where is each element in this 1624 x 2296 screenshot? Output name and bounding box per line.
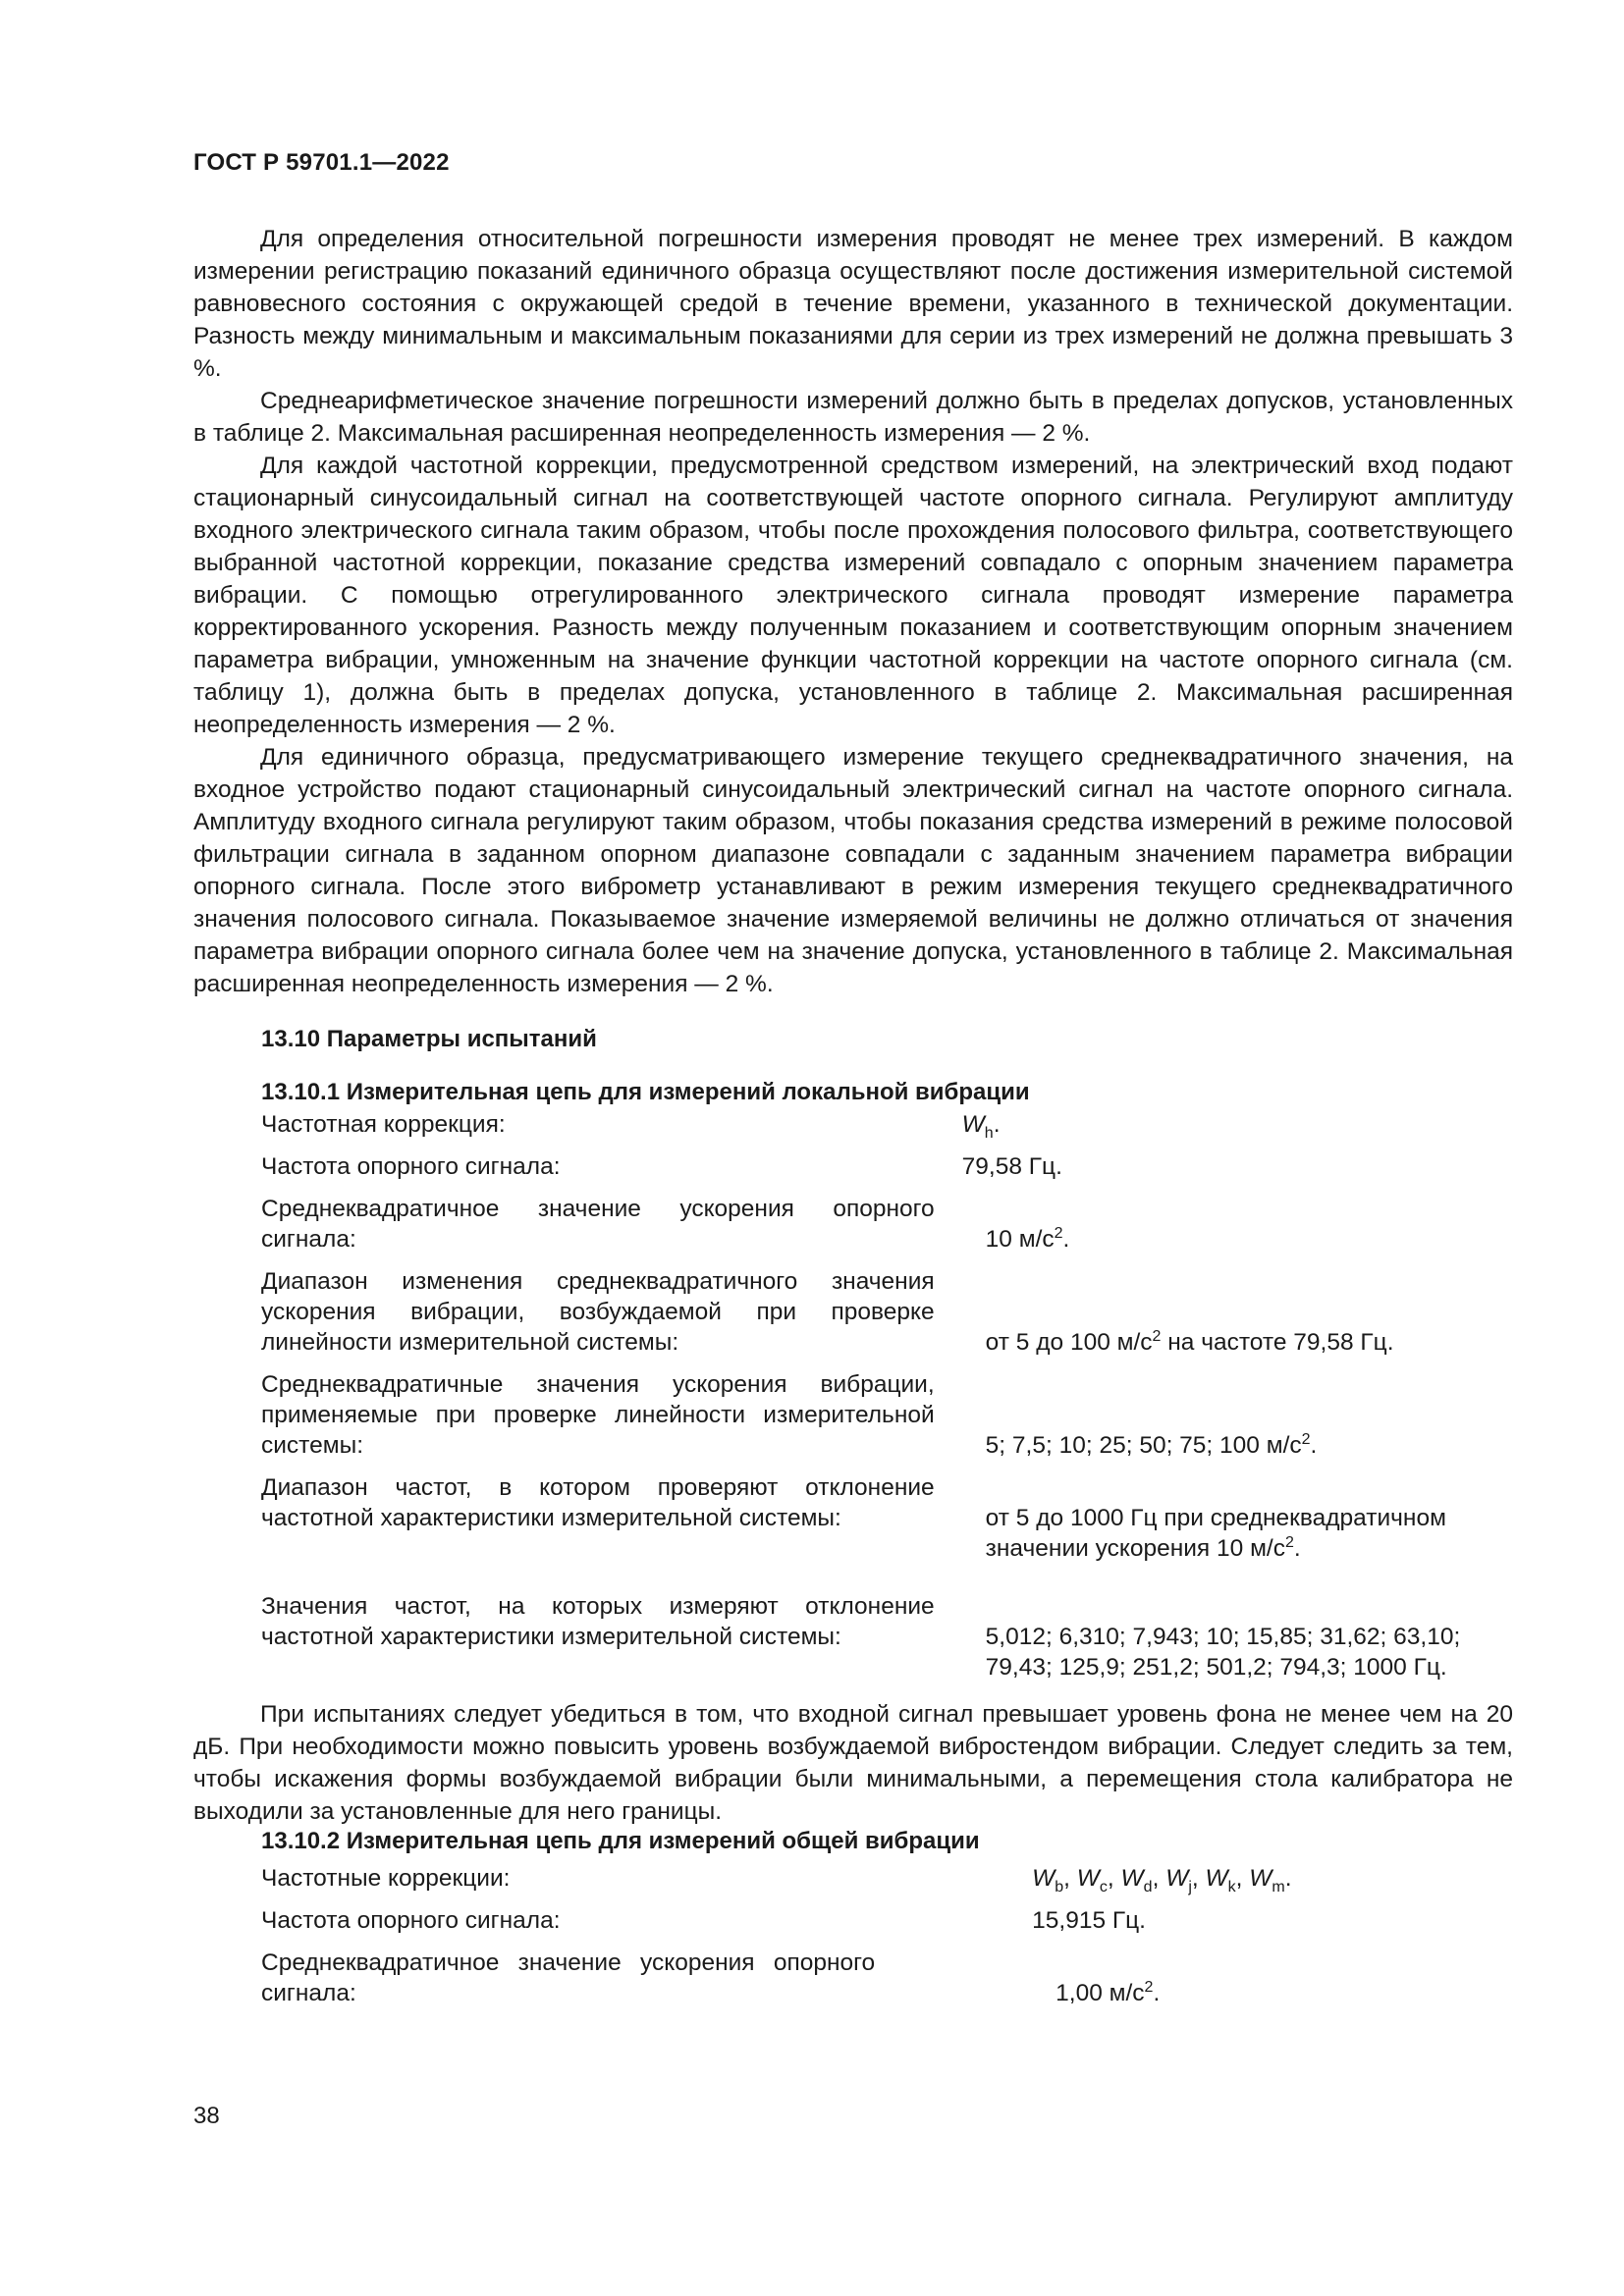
correction: $W_b$, (1032, 1865, 1077, 1896)
param-label: Значения частот, на которых измеряют отклонение частотной характеристики измерительной системы: (261, 1593, 935, 1650)
params-table-local (261, 1109, 1513, 1682)
param-label: Частота опорного сигнала: (261, 1153, 561, 1180)
param-value: $W_h$. (961, 1111, 1001, 1142)
param-value: 1,00 $м/с^2$. (1056, 1978, 1161, 2006)
paragraph: Для единичного образца, предусматривающего измерение текущего среднеквадратичного значения, на входное устройство подают стационарный синусоидальный электрический сигнал на частоте опорного сигнала. Амплитуду входного сигнала регулируют таким образом, чтобы показания средства измерений в режиме полосовой фильтрации сигнала в заданном опорном диапазоне совпадали с заданным значением параметра вибрации опорного сигнала. После этого виброметр устанавливают в режим измерения текущего среднеквадратичного значения полосового сигнала. Показываемое значение измеряемой величины не должно отличаться от значения параметра вибрации опорного сигнала более чем на значение допуска, установленного в таблице 2. Максимальная расширенная неопределенность измерения — 2 %. (193, 744, 1513, 997)
correction: $W_d$, (1120, 1865, 1166, 1896)
page-number: 38 (193, 2103, 220, 2129)
param-label: Среднеквадратичное значение ускорения опорного сигнала: (261, 1949, 876, 2006)
param-row (261, 1140, 1513, 1182)
section-title-13-10: 13.10 Параметры испытаний (261, 1026, 597, 1052)
correction: $W_k$, (1205, 1865, 1250, 1896)
param-row (261, 1255, 1513, 1358)
correction: $W_c$, (1076, 1865, 1121, 1896)
param-row (261, 1936, 1513, 2008)
param-label: Частотные коррекции: (261, 1865, 511, 1892)
body-paragraphs (193, 223, 1513, 1000)
document-header: ГОСТ Р 59701.1—2022 (193, 149, 450, 176)
param-value (1032, 1863, 1513, 1894)
param-row (261, 1894, 1513, 1936)
param-row (261, 1461, 1513, 1564)
param-value: от 5 до 1000 Гц при среднеквадратичном значении ускорения 10 $м/с^2$. (985, 1505, 1446, 1562)
param-label: Частота опорного сигнала: (261, 1907, 561, 1934)
correction: $W_j$, (1165, 1865, 1206, 1896)
params-table-general (261, 1863, 1513, 2008)
param-row (261, 1182, 1513, 1255)
param-value: 5,012; 6,310; 7,943; 10; 15,85; 31,62; 63,10; 79,43; 125,9; 251,2; 501,2; 794,3; 1000 Гц. (985, 1624, 1461, 1681)
param-value: 15,915 Гц. (1032, 1907, 1146, 1934)
param-label: Среднеквадратичные значения ускорения вибрации, применяемые при проверке линейности измерительной системы: (261, 1371, 935, 1459)
section-title-13-10-2: 13.10.2 Измерительная цепь для измерений общей вибрации (261, 1828, 980, 1854)
param-row (261, 1109, 1513, 1140)
paragraph: Для определения относительной погрешности измерения проводят не менее трех измерений. В каждом измерении регистрацию показаний единичного образца осуществляют после достижения измерительной системой равновесного состояния с окружающей средой в течение времени, указанного в технической документации. Разность между минимальным и максимальным показаниями для серии из трех измерений не должна превышать 3 %. (193, 226, 1513, 382)
param-value: 5; 7,5; 10; 25; 50; 75; 100 $м/с^2$. (985, 1430, 1318, 1459)
section-title-13-10-1: 13.10.1 Измерительная цепь для измерений локальной вибрации (261, 1079, 1030, 1105)
param-row (261, 1358, 1513, 1461)
param-value: 79,58 Гц. (961, 1153, 1062, 1180)
param-value: от 5 до 100 $м/с^2$ на частоте 79,58 Гц. (985, 1327, 1394, 1356)
correction: $W_m$. (1249, 1865, 1292, 1896)
paragraph: Среднеарифметическое значение погрешности измерений должно быть в пределах допусков, установленных в таблице 2. Максимальная расширенная неопределенность измерения — 2 %. (193, 388, 1513, 447)
param-label: Диапазон частот, в котором проверяют отклонение частотной характеристики измерительной системы: (261, 1474, 935, 1531)
paragraph: Для каждой частотной коррекции, предусмотренной средством измерений, на электрический вход подают стационарный синусоидальный сигнал на соответствующей частоте опорного сигнала. Регулируют амплитуду входного электрического сигнала таким образом, чтобы после прохождения полосового фильтра, соответствующего выбранной частотной коррекции, показание средства измерений совпадало с опорным значением параметра вибрации. С помощью отрегулированного электрического сигнала проводят измерение параметра корректированного ускорения. Разность между полученным показанием и соответствующим опорным значением параметра вибрации, умноженным на значение функции частотной коррекции на частоте опорного сигнала (см. таблицу 1), должна быть в пределах допуска, установленного в таблице 2. Максимальная расширенная неопределенность измерения — 2 %. (193, 453, 1513, 738)
param-label: Среднеквадратичное значение ускорения опорного сигнала: (261, 1196, 935, 1253)
param-row (261, 1564, 1513, 1682)
param-label: Частотная коррекция: (261, 1111, 506, 1138)
param-label: Диапазон изменения среднеквадратичного значения ускорения вибрации, возбуждаемой при проверке линейности измерительной системы: (261, 1268, 935, 1356)
param-value: 10 $м/с^2$. (985, 1224, 1070, 1253)
paragraph: При испытаниях следует убедиться в том, что входной сигнал превышает уровень фона не менее чем на 20 дБ. При необходимости можно повысить уровень возбуждаемой вибростендом вибрации. Следует следить за тем, чтобы искажения формы возбуждаемой вибрации были минимальными, а перемещения стола калибратора не выходили за установленные для него границы. (193, 1701, 1513, 1825)
param-row (261, 1863, 1513, 1894)
